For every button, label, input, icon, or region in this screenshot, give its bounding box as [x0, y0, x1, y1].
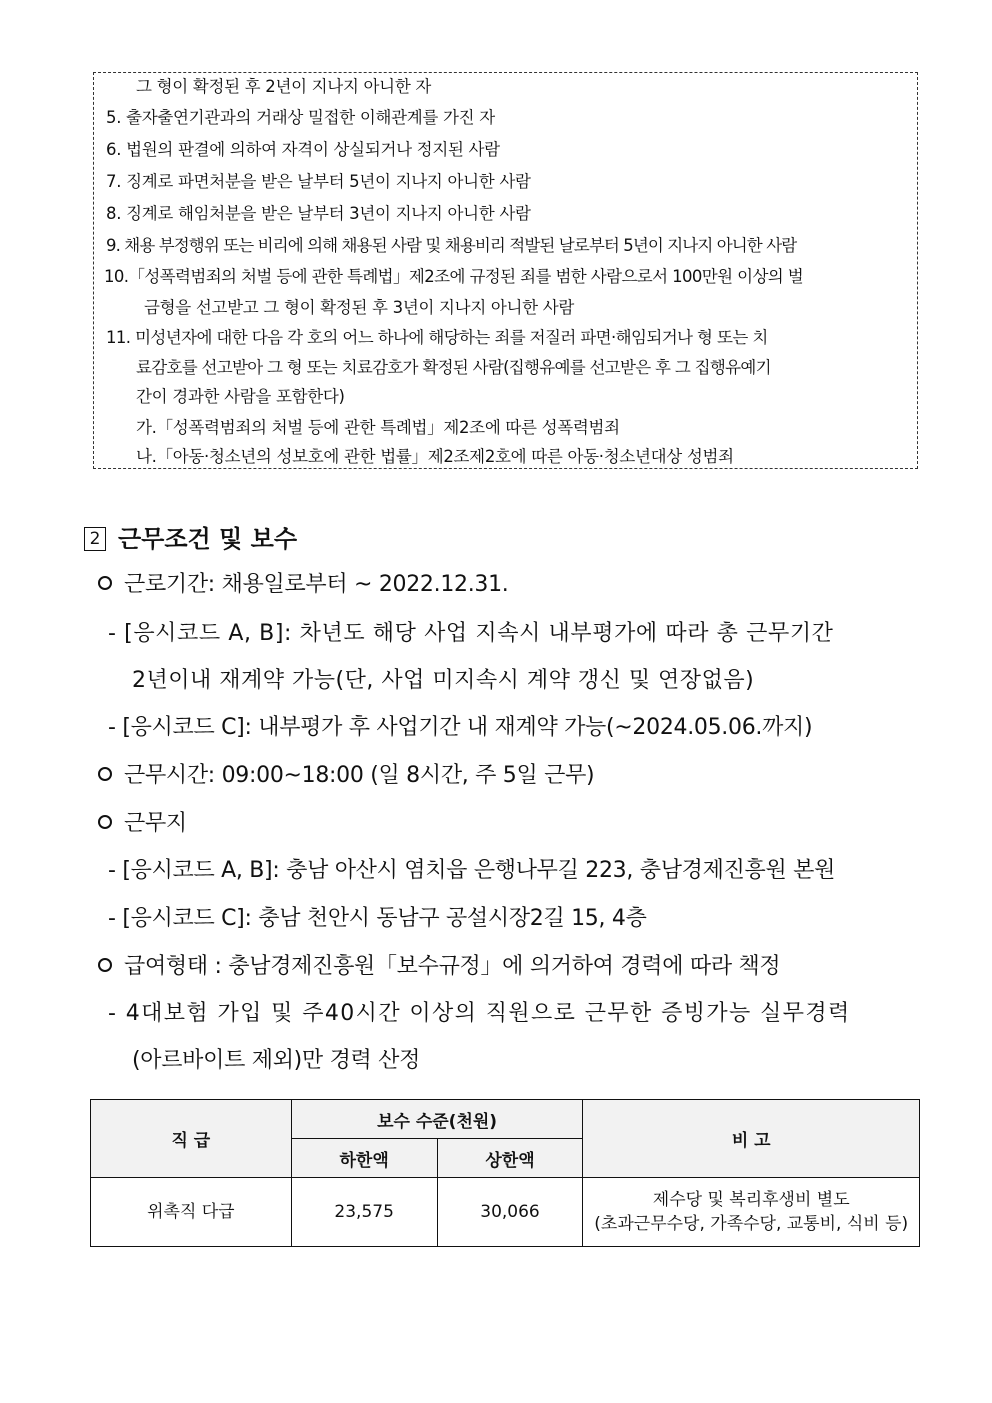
note-line-2: (초과근무수당, 가족수당, 교통비, 식비 등)	[594, 1214, 909, 1234]
box-line: 그 형이 확정된 후 2년이 지나지 아니한 자	[136, 77, 432, 96]
box-line: 6. 법원의 판결에 의하여 자격이 상실되거나 정지된 사람	[106, 140, 500, 159]
box-line: 나.「아동·청소년의 성보호에 관한 법률」제2조제2호에 따른 아동·청소년대상 성범죄	[136, 447, 734, 466]
salary-item	[98, 951, 780, 983]
pay-table	[90, 1099, 920, 1247]
box-line: 7. 징계로 파면처분을 받은 날부터 5년이 지나지 아니한 사람	[106, 172, 531, 191]
note-line-1: 제수당 및 복리후생비 별도	[652, 1190, 850, 1210]
period-c-line: - [응시코드 C]: 내부평가 후 사업기간 내 재계약 가능(~2024.05.06.까지)	[108, 715, 813, 740]
section-title	[84, 522, 297, 556]
circle-bullet-icon	[98, 815, 112, 829]
box-line: 8. 징계로 해임처분을 받은 날부터 3년이 지나지 아니한 사람	[106, 204, 531, 223]
box-line: 료감호를 선고받아 그 형 또는 치료감호가 확정된 사람(집행유예를 선고받은 후 그 집행유예기	[136, 358, 771, 377]
box-line: 가.「성폭력범죄의 처벌 등에 관한 특례법」제2조에 따른 성폭력범죄	[136, 418, 620, 437]
circle-bullet-icon	[98, 958, 112, 972]
cell-min: 23,575	[291, 1178, 437, 1247]
box-line: 10.「성폭력범죄의 처벌 등에 관한 특례법」제2조에 규정된 죄를 범한 사람으로서 100만원 이상의 벌	[104, 267, 804, 286]
header-max: 상한액	[437, 1139, 583, 1178]
period-ab-line-1: - [응시코드 A, B]: 차년도 해당 사업 지속시 내부평가에 따라 총 근무기간	[108, 621, 834, 646]
section-number: 2	[84, 527, 106, 551]
box-line: 금형을 선고받고 그 형이 확정된 후 3년이 지나지 아니한 사람	[144, 298, 575, 317]
box-line: 11. 미성년자에 대한 다음 각 호의 어느 하나에 해당하는 죄를 저질러 파면·해임되거나 형 또는 치	[106, 328, 768, 347]
section-title-text: 근무조건 및 보수	[118, 525, 297, 553]
cell-note	[583, 1178, 920, 1247]
location-item	[98, 808, 187, 840]
cell-max: 30,066	[437, 1178, 583, 1247]
hours-item	[98, 760, 594, 792]
header-pay-level: 보수 수준(천원)	[291, 1100, 583, 1139]
circle-bullet-icon	[98, 576, 112, 590]
circle-bullet-icon	[98, 767, 112, 781]
header-grade: 직 급	[91, 1100, 292, 1178]
box-line: 간이 경과한 사람을 포함한다)	[136, 387, 345, 406]
box-line: 5. 출자출연기관과의 거래상 밀접한 이해관계를 가진 자	[106, 108, 495, 127]
salary-text: 급여형태 : 충남경제진흥원「보수규정」에 의거하여 경력에 따라 책정	[124, 954, 781, 979]
period-text: 근로기간: 채용일로부터 ~ 2022.12.31.	[124, 572, 509, 597]
table-row	[91, 1178, 920, 1247]
header-min: 하한액	[291, 1139, 437, 1178]
location-text: 근무지	[124, 811, 187, 836]
location-ab-line: - [응시코드 A, B]: 충남 아산시 염치읍 은행나무길 223, 충남경제진흥원 본원	[108, 858, 836, 883]
salary-note-line-2: (아르바이트 제외)만 경력 산정	[132, 1048, 421, 1073]
header-note: 비 고	[583, 1100, 920, 1178]
period-item	[98, 569, 509, 601]
period-ab-line-2: 2년이내 재계약 가능(단, 사업 미지속시 계약 갱신 및 연장없음)	[132, 668, 755, 693]
box-line: 9. 채용 부정행위 또는 비리에 의해 채용된 사람 및 채용비리 적발된 날로부터 5년이 지나지 아니한 사람	[106, 236, 797, 255]
hours-text: 근무시간: 09:00~18:00 (일 8시간, 주 5일 근무)	[124, 763, 595, 788]
location-c-line: - [응시코드 C]: 충남 천안시 동남구 공설시장2길 15, 4층	[108, 906, 647, 931]
cell-grade: 위촉직 다급	[91, 1178, 292, 1247]
salary-note-line-1: - 4대보험 가입 및 주40시간 이상의 직원으로 근무한 증빙가능 실무경력	[108, 1001, 851, 1026]
